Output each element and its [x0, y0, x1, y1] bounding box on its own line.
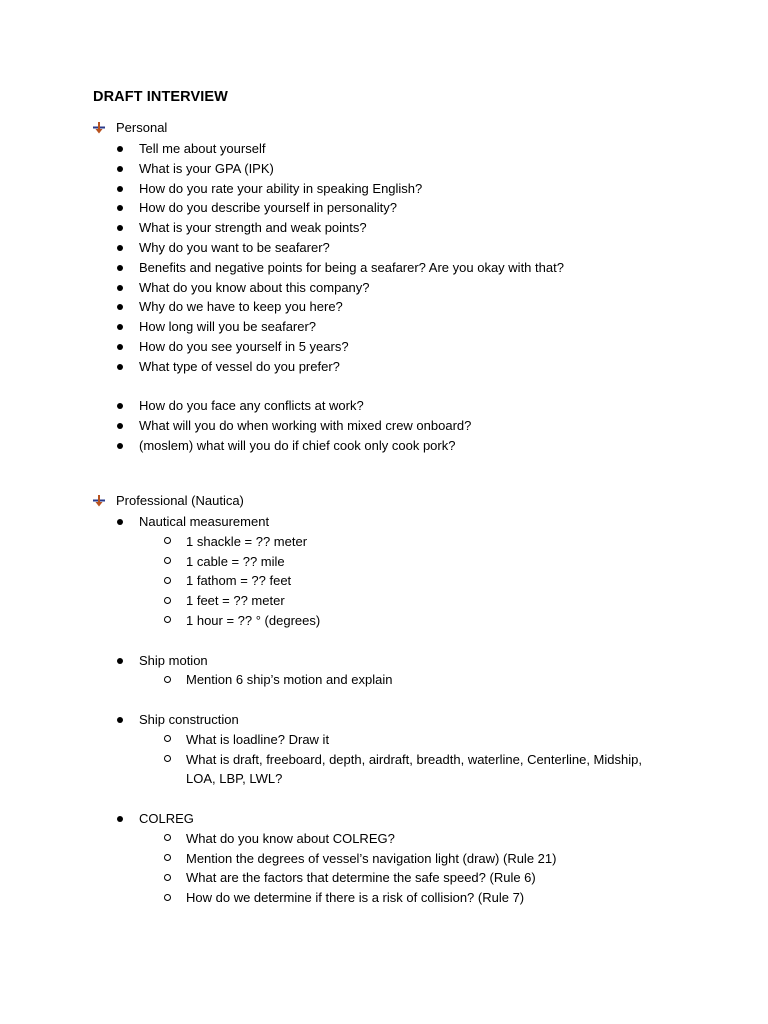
list-item: What is your strength and weak points?	[0, 218, 768, 238]
list-item: Why do you want to be seafarer?	[0, 238, 768, 258]
topic-item: Nautical measurement	[0, 512, 768, 532]
sub-item: What is loadline? Draw it	[0, 730, 768, 750]
arrow-down-icon	[93, 495, 105, 507]
bullet-icon	[117, 443, 123, 449]
bullet-icon	[117, 364, 123, 370]
bullet-icon	[117, 146, 123, 152]
sub-item: 1 fathom = ?? feet	[0, 571, 768, 591]
list-item: How long will you be seafarer?	[0, 317, 768, 337]
bullet-icon	[117, 205, 123, 211]
circle-bullet-icon	[164, 597, 171, 604]
sub-item: 1 cable = ?? mile	[0, 552, 768, 572]
section-label: Personal	[116, 120, 168, 135]
section-professional	[0, 492, 768, 908]
section-label: Professional (Nautica)	[116, 493, 244, 508]
bullet-icon	[117, 658, 123, 664]
circle-bullet-icon	[164, 537, 171, 544]
list-item: What is your GPA (IPK)	[0, 159, 768, 179]
sub-item: Mention the degrees of vessel’s navigation light (draw) (Rule 21)	[0, 849, 768, 869]
sub-item: How do we determine if there is a risk of collision? (Rule 7)	[0, 888, 768, 908]
circle-bullet-icon	[164, 616, 171, 623]
bullet-icon	[117, 423, 123, 429]
bullet-icon	[117, 166, 123, 172]
bullet-icon	[117, 717, 123, 723]
section-personal	[0, 119, 768, 456]
sub-item: What is draft, freeboard, depth, airdraft, breadth, waterline, Centerline, Midship, LOA, LBP, LWL?	[0, 750, 768, 790]
bullet-icon	[117, 403, 123, 409]
sub-item: 1 shackle = ?? meter	[0, 532, 768, 552]
topic-item: Ship construction	[0, 710, 768, 730]
topic-item: COLREG	[0, 809, 768, 829]
sub-item: 1 hour = ?? ° (degrees)	[0, 611, 768, 631]
list-item: How do you rate your ability in speaking English?	[0, 179, 768, 199]
list-item: What type of vessel do you prefer?	[0, 357, 768, 377]
circle-bullet-icon	[164, 755, 171, 762]
circle-bullet-icon	[164, 854, 171, 861]
circle-bullet-icon	[164, 676, 171, 683]
bullet-icon	[117, 816, 123, 822]
circle-bullet-icon	[164, 834, 171, 841]
bullet-icon	[117, 344, 123, 350]
arrow-down-icon	[93, 122, 105, 134]
bullet-icon	[117, 285, 123, 291]
list-item: (moslem) what will you do if chief cook only cook pork?	[0, 436, 768, 456]
sub-item: Mention 6 ship’s motion and explain	[0, 670, 768, 690]
list-item: Tell me about yourself	[0, 139, 768, 159]
circle-bullet-icon	[164, 894, 171, 901]
bullet-icon	[117, 225, 123, 231]
bullet-icon	[117, 245, 123, 251]
bullet-icon	[117, 304, 123, 310]
sub-item: What are the factors that determine the safe speed? (Rule 6)	[0, 868, 768, 888]
circle-bullet-icon	[164, 557, 171, 564]
list-item: How do you face any conflicts at work?	[0, 396, 768, 416]
bullet-icon	[117, 519, 123, 525]
page-title: DRAFT INTERVIEW	[93, 89, 228, 105]
topic-item: Ship motion	[0, 651, 768, 671]
bullet-icon	[117, 324, 123, 330]
circle-bullet-icon	[164, 577, 171, 584]
list-item: What will you do when working with mixed crew onboard?	[0, 416, 768, 436]
section-heading	[0, 492, 768, 512]
circle-bullet-icon	[164, 874, 171, 881]
bullet-icon	[117, 186, 123, 192]
list-item: What do you know about this company?	[0, 278, 768, 298]
sub-item: 1 feet = ?? meter	[0, 591, 768, 611]
list-item: Benefits and negative points for being a seafarer? Are you okay with that?	[0, 258, 768, 278]
list-item: How do you see yourself in 5 years?	[0, 337, 768, 357]
circle-bullet-icon	[164, 735, 171, 742]
bullet-icon	[117, 265, 123, 271]
sub-item: What do you know about COLREG?	[0, 829, 768, 849]
list-item: Why do we have to keep you here?	[0, 297, 768, 317]
section-heading	[0, 119, 768, 139]
list-item: How do you describe yourself in personality?	[0, 198, 768, 218]
